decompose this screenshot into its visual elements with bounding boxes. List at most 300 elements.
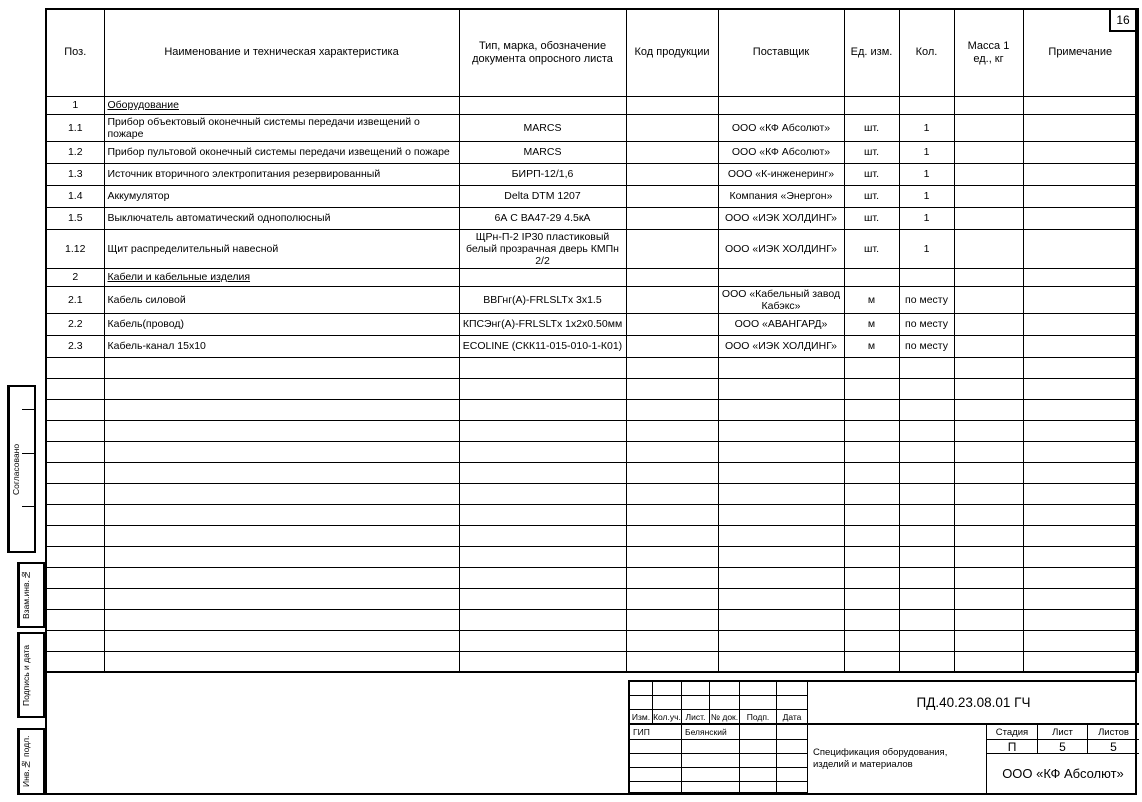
empty-cell bbox=[718, 567, 844, 588]
empty-cell bbox=[954, 420, 1023, 441]
cell-name: Аккумулятор bbox=[104, 185, 459, 207]
empty-cell bbox=[459, 546, 626, 567]
empty-cell bbox=[1023, 357, 1138, 378]
cell-pos: 1.4 bbox=[46, 185, 104, 207]
cell-unit bbox=[844, 268, 899, 286]
cell-type: БИРП-12/1,6 bbox=[459, 163, 626, 185]
cell-qty bbox=[899, 96, 954, 114]
cell-name: Кабель(провод) bbox=[104, 313, 459, 335]
cell-name: Выключатель автоматический однополюсный bbox=[104, 207, 459, 229]
empty-cell bbox=[459, 504, 626, 525]
cell-supplier: ООО «К-инженеринг» bbox=[718, 163, 844, 185]
cell-pos: 1.12 bbox=[46, 229, 104, 268]
cell-mass bbox=[954, 185, 1023, 207]
cell-mass bbox=[954, 207, 1023, 229]
cell-qty: 1 bbox=[899, 207, 954, 229]
cell-type bbox=[459, 268, 626, 286]
empty-cell bbox=[899, 525, 954, 546]
empty-cell bbox=[626, 609, 718, 630]
empty-cell bbox=[718, 651, 844, 672]
empty-row bbox=[46, 651, 1138, 672]
cell-pos: 1.2 bbox=[46, 141, 104, 163]
empty-cell bbox=[626, 441, 718, 462]
empty-cell bbox=[459, 609, 626, 630]
empty-cell bbox=[899, 567, 954, 588]
cell-qty: 1 bbox=[899, 114, 954, 141]
cell-unit: шт. bbox=[844, 114, 899, 141]
empty-cell bbox=[899, 441, 954, 462]
sidebar-cell bbox=[32, 634, 43, 716]
stamp-col-data: Дата bbox=[777, 710, 808, 725]
empty-cell bbox=[954, 525, 1023, 546]
cell-unit: шт. bbox=[844, 207, 899, 229]
cell-name: Кабели и кабельные изделия bbox=[104, 268, 459, 286]
cell-qty bbox=[899, 268, 954, 286]
cell-unit: м bbox=[844, 286, 899, 313]
cell-code bbox=[626, 268, 718, 286]
sidebar-replace-inv-block bbox=[17, 562, 45, 628]
stamp-col-ndok: № док. bbox=[710, 710, 740, 725]
empty-cell bbox=[899, 504, 954, 525]
empty-cell bbox=[954, 357, 1023, 378]
empty-cell bbox=[459, 357, 626, 378]
empty-cell bbox=[1023, 378, 1138, 399]
cell-type: MARCS bbox=[459, 141, 626, 163]
empty-cell bbox=[104, 504, 459, 525]
stamp-revision-grid bbox=[630, 682, 808, 793]
empty-cell bbox=[718, 588, 844, 609]
empty-cell bbox=[954, 504, 1023, 525]
cell-type: КПСЭнг(А)-FRLSLTx 1x2x0.50мм bbox=[459, 313, 626, 335]
cell-note bbox=[1023, 335, 1138, 357]
empty-cell bbox=[626, 462, 718, 483]
empty-row bbox=[46, 441, 1138, 462]
empty-cell bbox=[954, 483, 1023, 504]
cell-name: Прибор объектовый оконечный системы передачи извещений о пожаре bbox=[104, 114, 459, 141]
empty-cell bbox=[899, 546, 954, 567]
empty-cell bbox=[626, 504, 718, 525]
empty-cell bbox=[1023, 483, 1138, 504]
table-row bbox=[46, 335, 1138, 357]
sidebar-agreed-label: Согласовано bbox=[9, 387, 22, 551]
empty-cell bbox=[459, 420, 626, 441]
stamp-col-koluch: Кол.уч. bbox=[653, 710, 682, 725]
cell-mass bbox=[954, 114, 1023, 141]
empty-cell bbox=[46, 420, 104, 441]
empty-cell bbox=[104, 462, 459, 483]
cell-name: Оборудование bbox=[104, 96, 459, 114]
empty-cell bbox=[46, 462, 104, 483]
empty-row bbox=[46, 483, 1138, 504]
empty-cell bbox=[899, 609, 954, 630]
header-note: Примечание bbox=[1023, 9, 1138, 96]
empty-row bbox=[46, 525, 1138, 546]
empty-cell bbox=[626, 483, 718, 504]
empty-cell bbox=[46, 441, 104, 462]
sidebar-replace-inv-label: Взам.инв.№ bbox=[19, 564, 32, 626]
empty-row bbox=[46, 567, 1138, 588]
cell-code bbox=[626, 185, 718, 207]
empty-row bbox=[46, 546, 1138, 567]
empty-cell bbox=[1023, 441, 1138, 462]
empty-cell bbox=[104, 441, 459, 462]
empty-cell bbox=[954, 399, 1023, 420]
header-code: Код продукции bbox=[626, 9, 718, 96]
spec-table bbox=[45, 8, 1139, 673]
empty-cell bbox=[1023, 630, 1138, 651]
empty-row bbox=[46, 420, 1138, 441]
cell-supplier: ООО «ИЭК ХОЛДИНГ» bbox=[718, 207, 844, 229]
empty-cell bbox=[104, 399, 459, 420]
cell-code bbox=[626, 114, 718, 141]
empty-cell bbox=[459, 399, 626, 420]
empty-cell bbox=[626, 567, 718, 588]
cell-mass bbox=[954, 163, 1023, 185]
empty-cell bbox=[459, 630, 626, 651]
cell-note bbox=[1023, 313, 1138, 335]
empty-cell bbox=[718, 441, 844, 462]
empty-cell bbox=[46, 483, 104, 504]
cell-note bbox=[1023, 163, 1138, 185]
empty-cell bbox=[626, 546, 718, 567]
stamp-col-izm: Изм. bbox=[630, 710, 653, 725]
empty-cell bbox=[459, 525, 626, 546]
empty-cell bbox=[718, 609, 844, 630]
empty-cell bbox=[899, 399, 954, 420]
cell-name: Источник вторичного электропитания резервированный bbox=[104, 163, 459, 185]
cell-mass bbox=[954, 96, 1023, 114]
empty-cell bbox=[954, 630, 1023, 651]
cell-supplier: ООО «КФ Абсолют» bbox=[718, 141, 844, 163]
cell-type: ECOLINE (СКК11-015-010-1-К01) bbox=[459, 335, 626, 357]
empty-cell bbox=[46, 588, 104, 609]
empty-cell bbox=[899, 357, 954, 378]
empty-row bbox=[46, 399, 1138, 420]
cell-qty: по месту bbox=[899, 335, 954, 357]
table-row bbox=[46, 229, 1138, 268]
section-row bbox=[46, 96, 1138, 114]
cell-type: Delta DTM 1207 bbox=[459, 185, 626, 207]
empty-cell bbox=[46, 399, 104, 420]
sheet-value: 5 bbox=[1038, 740, 1088, 754]
cell-unit: шт. bbox=[844, 185, 899, 207]
cell-unit: шт. bbox=[844, 141, 899, 163]
cell-qty: 1 bbox=[899, 141, 954, 163]
cell-pos: 2.2 bbox=[46, 313, 104, 335]
empty-cell bbox=[844, 651, 899, 672]
cell-supplier bbox=[718, 96, 844, 114]
sheet-label: Лист bbox=[1038, 725, 1088, 740]
empty-cell bbox=[1023, 504, 1138, 525]
doc-title: Спецификация оборудования, изделий и материалов bbox=[808, 725, 987, 793]
sidebar-cell bbox=[32, 730, 43, 793]
header-qty: Кол. bbox=[899, 9, 954, 96]
empty-cell bbox=[1023, 525, 1138, 546]
empty-cell bbox=[626, 525, 718, 546]
table-row bbox=[46, 114, 1138, 141]
sidebar-cell bbox=[22, 387, 34, 410]
empty-row bbox=[46, 588, 1138, 609]
empty-cell bbox=[899, 630, 954, 651]
empty-row bbox=[46, 462, 1138, 483]
empty-cell bbox=[46, 651, 104, 672]
empty-cell bbox=[1023, 420, 1138, 441]
empty-cell bbox=[626, 357, 718, 378]
empty-cell bbox=[46, 504, 104, 525]
empty-cell bbox=[844, 588, 899, 609]
empty-row bbox=[46, 504, 1138, 525]
empty-cell bbox=[718, 483, 844, 504]
empty-cell bbox=[1023, 462, 1138, 483]
cell-pos: 1.5 bbox=[46, 207, 104, 229]
cell-qty: по месту bbox=[899, 286, 954, 313]
empty-cell bbox=[46, 525, 104, 546]
empty-cell bbox=[844, 462, 899, 483]
empty-cell bbox=[954, 441, 1023, 462]
sidebar-sign-date-block bbox=[17, 632, 45, 718]
empty-cell bbox=[46, 378, 104, 399]
cell-pos: 1.3 bbox=[46, 163, 104, 185]
cell-mass bbox=[954, 268, 1023, 286]
empty-cell bbox=[844, 420, 899, 441]
sidebar-cell bbox=[22, 507, 34, 551]
sheet-number: 16 bbox=[1116, 13, 1130, 27]
cell-mass bbox=[954, 335, 1023, 357]
table-row bbox=[46, 286, 1138, 313]
cell-name: Щит распределительный навесной bbox=[104, 229, 459, 268]
cell-code bbox=[626, 229, 718, 268]
empty-cell bbox=[626, 588, 718, 609]
cell-supplier: ООО «ИЭК ХОЛДИНГ» bbox=[718, 229, 844, 268]
empty-cell bbox=[104, 357, 459, 378]
empty-cell bbox=[626, 651, 718, 672]
empty-cell bbox=[46, 546, 104, 567]
cell-note bbox=[1023, 141, 1138, 163]
stamp-gip-label: ГИП bbox=[630, 725, 682, 740]
cell-note bbox=[1023, 286, 1138, 313]
cell-note bbox=[1023, 96, 1138, 114]
cell-mass bbox=[954, 313, 1023, 335]
sidebar-cell bbox=[32, 564, 43, 626]
doc-code: ПД.40.23.08.01 ГЧ bbox=[808, 682, 1139, 725]
cell-type: ВВГнг(А)-FRLSLTx 3x1.5 bbox=[459, 286, 626, 313]
empty-cell bbox=[844, 399, 899, 420]
empty-cell bbox=[954, 546, 1023, 567]
header-type: Тип, марка, обозначение документа опросного листа bbox=[459, 9, 626, 96]
empty-cell bbox=[1023, 546, 1138, 567]
header-supplier: Поставщик bbox=[718, 9, 844, 96]
empty-cell bbox=[104, 567, 459, 588]
empty-cell bbox=[899, 378, 954, 399]
stamp-col-podp: Подп. bbox=[740, 710, 777, 725]
cell-qty: 1 bbox=[899, 163, 954, 185]
cell-qty: 1 bbox=[899, 229, 954, 268]
empty-cell bbox=[459, 378, 626, 399]
cell-code bbox=[626, 96, 718, 114]
cell-code bbox=[626, 286, 718, 313]
cell-pos: 1.1 bbox=[46, 114, 104, 141]
sidebar-inv-orig-block bbox=[17, 728, 45, 795]
cell-unit: шт. bbox=[844, 229, 899, 268]
sheets-label: Листов bbox=[1088, 725, 1139, 740]
empty-cell bbox=[626, 630, 718, 651]
empty-cell bbox=[718, 420, 844, 441]
cell-supplier bbox=[718, 268, 844, 286]
empty-cell bbox=[626, 399, 718, 420]
empty-cell bbox=[844, 504, 899, 525]
empty-cell bbox=[46, 357, 104, 378]
empty-cell bbox=[844, 567, 899, 588]
cell-code bbox=[626, 313, 718, 335]
cell-code bbox=[626, 163, 718, 185]
empty-cell bbox=[844, 546, 899, 567]
empty-cell bbox=[1023, 567, 1138, 588]
cell-unit bbox=[844, 96, 899, 114]
header-unit: Ед. изм. bbox=[844, 9, 899, 96]
empty-cell bbox=[718, 462, 844, 483]
cell-name: Прибор пультовой оконечный системы передачи извещений о пожаре bbox=[104, 141, 459, 163]
empty-cell bbox=[1023, 399, 1138, 420]
header-pos: Поз. bbox=[46, 9, 104, 96]
empty-cell bbox=[104, 588, 459, 609]
empty-cell bbox=[844, 525, 899, 546]
cell-supplier: ООО «ИЭК ХОЛДИНГ» bbox=[718, 335, 844, 357]
cell-pos: 2.3 bbox=[46, 335, 104, 357]
empty-cell bbox=[954, 378, 1023, 399]
cell-supplier: ООО «АВАНГАРД» bbox=[718, 313, 844, 335]
cell-pos: 2 bbox=[46, 268, 104, 286]
empty-cell bbox=[1023, 651, 1138, 672]
table-row bbox=[46, 313, 1138, 335]
empty-cell bbox=[1023, 588, 1138, 609]
cell-qty: по месту bbox=[899, 313, 954, 335]
empty-row bbox=[46, 609, 1138, 630]
empty-cell bbox=[46, 630, 104, 651]
empty-cell bbox=[718, 546, 844, 567]
cell-type: ЩРн-П-2 IP30 пластиковый белый прозрачная дверь КМПн 2/2 bbox=[459, 229, 626, 268]
empty-cell bbox=[46, 567, 104, 588]
empty-cell bbox=[626, 378, 718, 399]
empty-row bbox=[46, 378, 1138, 399]
company-name: ООО «КФ Абсолют» bbox=[1002, 766, 1124, 781]
header-name: Наименование и техническая характеристика bbox=[104, 9, 459, 96]
cell-note bbox=[1023, 268, 1138, 286]
empty-cell bbox=[104, 420, 459, 441]
sidebar-agreed-block bbox=[7, 385, 36, 553]
empty-cell bbox=[844, 630, 899, 651]
section-row bbox=[46, 268, 1138, 286]
empty-cell bbox=[104, 651, 459, 672]
empty-cell bbox=[844, 483, 899, 504]
empty-cell bbox=[46, 609, 104, 630]
table-row bbox=[46, 185, 1138, 207]
frame-left-line bbox=[45, 665, 47, 795]
table-row bbox=[46, 207, 1138, 229]
empty-cell bbox=[1023, 609, 1138, 630]
cell-note bbox=[1023, 207, 1138, 229]
empty-cell bbox=[104, 525, 459, 546]
cell-code bbox=[626, 141, 718, 163]
cell-note bbox=[1023, 185, 1138, 207]
empty-cell bbox=[899, 588, 954, 609]
empty-cell bbox=[954, 651, 1023, 672]
sidebar-sign-date-label: Подпись и дата bbox=[19, 634, 32, 716]
table-row bbox=[46, 163, 1138, 185]
empty-cell bbox=[459, 462, 626, 483]
empty-cell bbox=[899, 651, 954, 672]
empty-cell bbox=[104, 546, 459, 567]
cell-type bbox=[459, 96, 626, 114]
sheets-value: 5 bbox=[1088, 740, 1139, 754]
empty-cell bbox=[954, 609, 1023, 630]
empty-cell bbox=[104, 609, 459, 630]
cell-supplier: ООО «КФ Абсолют» bbox=[718, 114, 844, 141]
cell-pos: 2.1 bbox=[46, 286, 104, 313]
cell-note bbox=[1023, 114, 1138, 141]
empty-cell bbox=[104, 378, 459, 399]
cell-code bbox=[626, 335, 718, 357]
empty-cell bbox=[844, 357, 899, 378]
sidebar-cell bbox=[22, 410, 34, 454]
empty-cell bbox=[844, 609, 899, 630]
table-row bbox=[46, 141, 1138, 163]
stage-value: П bbox=[987, 740, 1038, 754]
empty-cell bbox=[459, 588, 626, 609]
stage-label: Стадия bbox=[987, 725, 1038, 740]
cell-unit: шт. bbox=[844, 163, 899, 185]
cell-note bbox=[1023, 229, 1138, 268]
cell-mass bbox=[954, 141, 1023, 163]
empty-cell bbox=[459, 441, 626, 462]
empty-cell bbox=[718, 504, 844, 525]
empty-cell bbox=[459, 651, 626, 672]
empty-row bbox=[46, 630, 1138, 651]
empty-cell bbox=[718, 525, 844, 546]
spec-table-header bbox=[46, 9, 1138, 96]
sidebar-agreed-cells bbox=[22, 387, 34, 551]
cell-type: MARCS bbox=[459, 114, 626, 141]
empty-cell bbox=[844, 441, 899, 462]
cell-code bbox=[626, 207, 718, 229]
cell-name: Кабель силовой bbox=[104, 286, 459, 313]
cell-mass bbox=[954, 286, 1023, 313]
cell-supplier: Компания «Энергон» bbox=[718, 185, 844, 207]
empty-cell bbox=[899, 483, 954, 504]
empty-cell bbox=[626, 420, 718, 441]
empty-cell bbox=[718, 399, 844, 420]
empty-cell bbox=[899, 462, 954, 483]
cell-unit: м bbox=[844, 313, 899, 335]
cell-pos: 1 bbox=[46, 96, 104, 114]
empty-cell bbox=[718, 357, 844, 378]
sidebar-inv-orig-label: Инв.№ подл. bbox=[19, 730, 32, 793]
empty-cell bbox=[459, 567, 626, 588]
empty-cell bbox=[718, 630, 844, 651]
empty-cell bbox=[104, 630, 459, 651]
empty-cell bbox=[899, 420, 954, 441]
empty-cell bbox=[954, 462, 1023, 483]
stamp-gip-name: Белянский bbox=[682, 725, 740, 740]
header-mass: Масса 1 ед., кг bbox=[954, 9, 1023, 96]
cell-qty: 1 bbox=[899, 185, 954, 207]
empty-cell bbox=[459, 483, 626, 504]
cell-unit: м bbox=[844, 335, 899, 357]
empty-row bbox=[46, 357, 1138, 378]
cell-type: 6А С ВА47-29 4.5кА bbox=[459, 207, 626, 229]
empty-cell bbox=[844, 378, 899, 399]
cell-supplier: ООО «Кабельный завод Кабэкс» bbox=[718, 286, 844, 313]
empty-cell bbox=[104, 483, 459, 504]
